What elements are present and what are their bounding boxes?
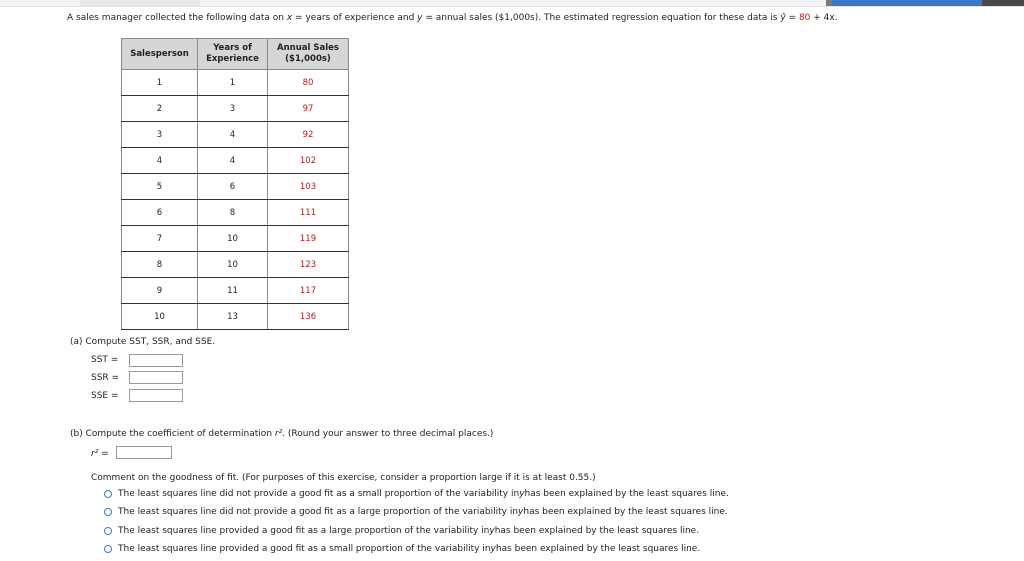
ssr-row	[91, 373, 129, 383]
radio-icon[interactable]	[104, 545, 112, 553]
years-cell: 11	[198, 278, 268, 304]
salesperson-cell: 2	[122, 96, 198, 122]
salesperson-cell: 9	[122, 278, 198, 304]
sales-cell: 103	[268, 174, 349, 200]
sales-cell: 123	[268, 252, 349, 278]
sst-input[interactable]	[129, 354, 183, 367]
table-row	[122, 96, 349, 122]
table-row	[122, 252, 349, 278]
top-bar	[0, 0, 1024, 7]
header-salesperson: Salesperson	[122, 39, 198, 70]
table-row	[122, 174, 349, 200]
sales-cell: 92	[268, 122, 349, 148]
sse-label: SSE =	[91, 391, 119, 401]
r2-input[interactable]	[116, 446, 172, 459]
years-cell: 8	[198, 200, 268, 226]
salesperson-cell: 3	[122, 122, 198, 148]
salesperson-cell: 7	[122, 226, 198, 252]
table-row	[122, 278, 349, 304]
sales-cell: 102	[268, 148, 349, 174]
header-years-experience: Years of Experience	[198, 39, 268, 70]
r2-row	[91, 449, 109, 459]
top-bar-dark	[982, 0, 1024, 6]
ssr-input[interactable]	[129, 371, 183, 384]
ssr-label: SSR =	[91, 373, 120, 383]
table-row	[122, 70, 349, 96]
table-row	[122, 122, 349, 148]
years-cell: 10	[198, 226, 268, 252]
salesperson-cell: 1	[122, 70, 198, 96]
radio-icon[interactable]	[104, 490, 112, 498]
option-4[interactable]: The least squares line provided a good fit as a small proportion of the variability in y has been explained by the least squares line.	[104, 544, 700, 554]
part-b-prompt: (b) Compute the coefficient of determination r². (Round your answer to three decimal places.)	[70, 429, 494, 439]
salesperson-cell: 5	[122, 174, 198, 200]
header-annual-sales: Annual Sales ($1,000s)	[268, 39, 349, 70]
sales-cell: 119	[268, 226, 349, 252]
table-header-row	[122, 39, 349, 70]
sales-cell: 111	[268, 200, 349, 226]
option-1[interactable]: The least squares line did not provide a good fit as a small proportion of the variability in y has been explained by the least squares line.	[104, 489, 729, 499]
table-row	[122, 226, 349, 252]
sst-label: SST =	[91, 355, 119, 365]
salesperson-cell: 6	[122, 200, 198, 226]
top-bar-accent	[832, 0, 982, 6]
sse-input[interactable]	[129, 389, 183, 402]
sales-cell: 80	[268, 70, 349, 96]
comment-prompt: Comment on the goodness of fit. (For purposes of this exercise, consider a proportion large if it is at least 0.55.)	[91, 473, 596, 483]
sst-row	[91, 355, 129, 365]
table-row	[122, 200, 349, 226]
table-row	[122, 148, 349, 174]
years-cell: 1	[198, 70, 268, 96]
sales-cell: 117	[268, 278, 349, 304]
table-row	[122, 304, 349, 330]
sse-row	[91, 391, 129, 401]
years-cell: 4	[198, 148, 268, 174]
data-table	[121, 38, 349, 330]
option-3[interactable]: The least squares line provided a good fit as a large proportion of the variability in y has been explained by the least squares line.	[104, 526, 699, 536]
years-cell: 3	[198, 96, 268, 122]
sales-cell: 136	[268, 304, 349, 330]
radio-icon[interactable]	[104, 508, 112, 516]
years-cell: 13	[198, 304, 268, 330]
years-cell: 10	[198, 252, 268, 278]
option-2[interactable]: The least squares line did not provide a good fit as a large proportion of the variability in y has been explained by the least squares line.	[104, 507, 728, 517]
sales-cell: 97	[268, 96, 349, 122]
intro-text: A sales manager collected the following data on x = years of experience and y = annual sales ($1,000s). The estimated regression equation for these data is ŷ = 80 + 4x.	[67, 13, 838, 23]
years-cell: 6	[198, 174, 268, 200]
top-tab[interactable]	[80, 0, 200, 6]
years-cell: 4	[198, 122, 268, 148]
salesperson-cell: 8	[122, 252, 198, 278]
r2-label: r² =	[91, 449, 109, 459]
salesperson-cell: 4	[122, 148, 198, 174]
radio-icon[interactable]	[104, 527, 112, 535]
salesperson-cell: 10	[122, 304, 198, 330]
part-a-prompt: (a) Compute SST, SSR, and SSE.	[70, 337, 216, 347]
